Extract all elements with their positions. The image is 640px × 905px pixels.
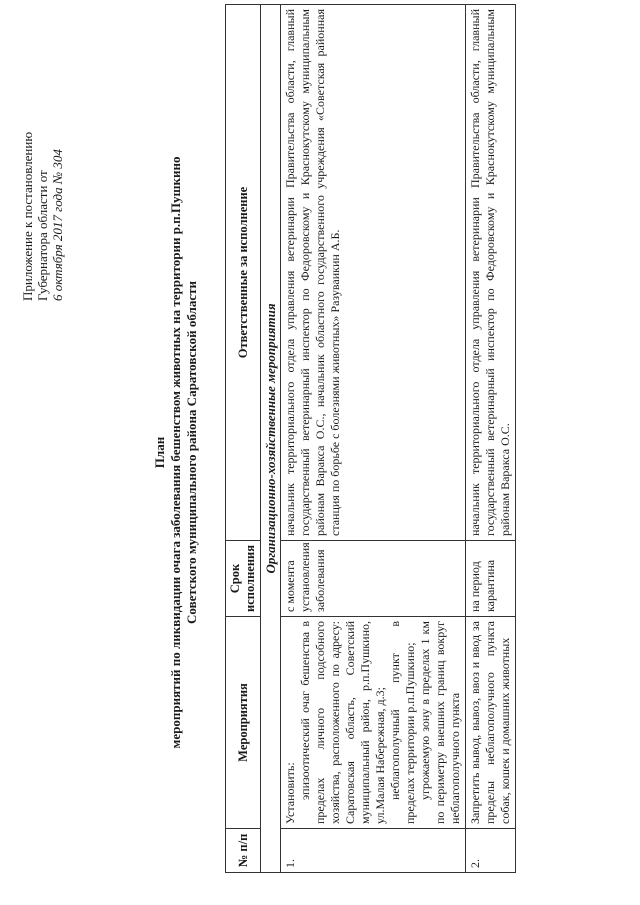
row-1-num: 1.: [281, 829, 466, 873]
row-2-term: на период карантина: [466, 541, 516, 617]
row-1-measure-lead: Установить:: [283, 762, 297, 824]
document-title-block: [152, 0, 200, 905]
row-1-term: с момента установления заболевания: [281, 541, 466, 617]
header-responsible: Ответственные за исполнение: [226, 5, 261, 541]
header-term: Срок исполнения: [226, 541, 261, 617]
row-1-responsible: начальник территориального отдела управления ветеринарии Правительства области, главный государственный ветеринарный инспектор по Федоровскому и Краснокутскому муниципальным районам Варакса О.С., начальник областного государственного учреждения «Советская районная станция по борьбе с болезнями животных» Разуваикин А.Б.: [281, 5, 466, 541]
row-2-responsible: начальник территориального отдела управления ветеринарии Правительства области, главный государственный ветеринарный инспектор по Федоровскому и Краснокутскому муниципальным районам Варакса О.С.: [466, 5, 516, 541]
document-subtitle-2: Советского муниципального района Саратовской области: [184, 281, 199, 624]
section-title: Организационно-хозяйственные мероприятия: [261, 5, 281, 873]
row-1-measure-p3: угрожаемую зону в пределах 1 км по периметру внешних границ вокруг неблагополучного пункта: [418, 621, 462, 824]
header-measures: Мероприятия: [226, 617, 261, 829]
appendix-block: [20, 11, 65, 301]
section-row: [261, 5, 281, 873]
row-1-measure: [281, 617, 466, 829]
row-1-measure-p2: неблагополучный пункт в пределах территории р.п.Пушкино;: [388, 621, 417, 824]
document-subtitle-1: мероприятий по ликвидации очага заболевания бешенством животных на территории р.п.Пушкино: [168, 156, 183, 749]
appendix-line-3: 6 октября 2017 года № 304: [50, 149, 65, 301]
table-row: [281, 5, 466, 873]
table-header-row: [226, 5, 261, 873]
row-1-measure-p1: эпизоотический очаг бешенства в пределах личного подсобного хозяйства, расположенного по адресу: Саратовская область, Советский муниципальный район, р.п.Пушкино, ул.Малая Набережная, д.3;: [298, 621, 387, 824]
plan-table: [225, 4, 516, 873]
row-2-measure: Запретить вывод, вывоз, ввоз и ввод за пределы неблагополучного пункта собак, кошек и домашних животных: [466, 617, 516, 829]
header-num: № п/п: [226, 829, 261, 873]
document-title: План: [152, 436, 167, 469]
appendix-line-2: Губернатора области от: [35, 170, 50, 301]
appendix-line-1: Приложение к постановлению: [20, 131, 35, 301]
row-2-num: 2.: [466, 829, 516, 873]
table-row: [466, 5, 516, 873]
